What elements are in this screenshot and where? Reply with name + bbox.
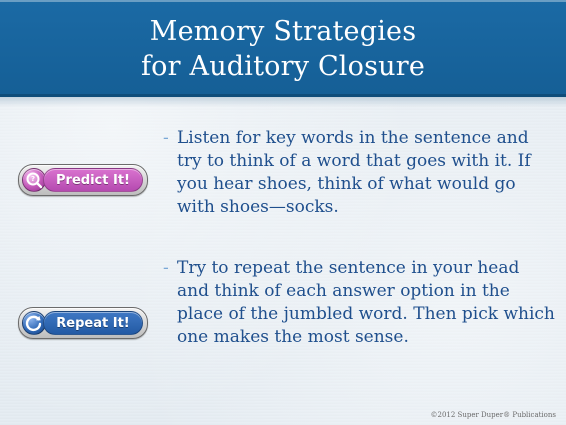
predict-it-label: Predict It! xyxy=(43,168,143,192)
svg-text:?: ? xyxy=(30,175,36,184)
repeat-it-label: Repeat It! xyxy=(43,311,143,335)
strategy-text-predict xyxy=(163,127,555,219)
slide-title: Memory Strategies for Auditory Closure xyxy=(140,16,426,82)
predict-it-button[interactable] xyxy=(18,164,148,196)
strategy-text-predict-body: Listen for key words in the sentence and try to think of a word that goes with it. If you hear shoes, think of what would go with shoes—socks. xyxy=(177,128,531,217)
strategy-text-repeat xyxy=(163,257,555,349)
repeat-it-button[interactable] xyxy=(18,307,148,339)
repeat-arrow-icon-svg xyxy=(23,312,45,334)
bullet-2: - xyxy=(163,258,169,278)
magnifying-glass-icon-svg xyxy=(23,169,45,191)
title-shadow xyxy=(0,97,566,107)
strategy-text-repeat-body: Try to repeat the sentence in your head and think of each answer option in the place of the jumbled word. Then pick which one makes the most sense. xyxy=(177,258,555,347)
copyright-footer: ©2012 Super Duper® Publications xyxy=(430,411,556,419)
title-bar xyxy=(0,0,566,97)
bullet-1: - xyxy=(163,128,169,148)
